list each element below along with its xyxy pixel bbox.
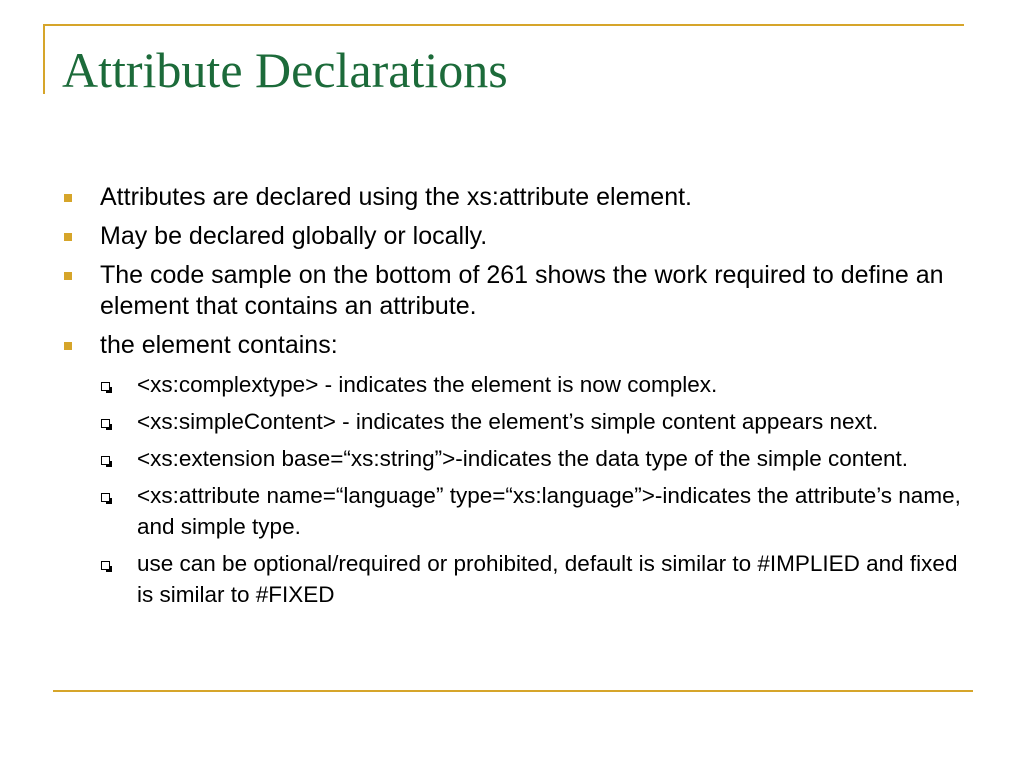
bullet-item <box>0 260 1024 322</box>
bullet-item <box>0 182 1024 213</box>
sub-bullet-text: <xs:attribute name=“language” type=“xs:language”>-indicates the attribute’s name, and simple type. <box>137 483 961 539</box>
slide-body <box>0 182 1024 616</box>
sub-bullet-text: <xs:extension base=“xs:string”>-indicates the data type of the simple content. <box>137 446 909 471</box>
sub-bullet-item <box>0 480 1024 542</box>
slide-title: Attribute Declarations <box>62 42 508 98</box>
sub-bullet-text: <xs:simpleContent> - indicates the element’s simple content appears next. <box>137 409 879 434</box>
sub-bullet-item <box>0 369 1024 400</box>
bullet-text: The code sample on the bottom of 261 shows the work required to define an element that contains an attribute. <box>100 261 944 320</box>
hollow-square-bullet-icon <box>101 419 110 428</box>
square-bullet-icon <box>64 272 72 280</box>
square-bullet-icon <box>64 342 72 350</box>
bullet-text: the element contains: <box>100 331 338 359</box>
bottom-divider <box>53 690 973 692</box>
sub-bullet-item <box>0 406 1024 437</box>
bullet-text: May be declared globally or locally. <box>100 222 488 250</box>
bullet-text: Attributes are declared using the xs:attribute element. <box>100 183 692 211</box>
square-bullet-icon <box>64 194 72 202</box>
hollow-square-bullet-icon <box>101 493 110 502</box>
bullet-item <box>0 221 1024 252</box>
sub-bullet-text: <xs:complextype> - indicates the element is now complex. <box>137 372 718 397</box>
square-bullet-icon <box>64 233 72 241</box>
sub-bullet-item <box>0 548 1024 610</box>
hollow-square-bullet-icon <box>101 456 110 465</box>
hollow-square-bullet-icon <box>101 382 110 391</box>
sub-bullet-text: use can be optional/required or prohibited, default is similar to #IMPLIED and fixed is similar to #FIXED <box>137 551 958 607</box>
sub-bullet-item <box>0 443 1024 474</box>
bullet-item <box>0 330 1024 361</box>
hollow-square-bullet-icon <box>101 561 110 570</box>
top-divider <box>43 24 964 26</box>
left-divider <box>43 24 45 94</box>
